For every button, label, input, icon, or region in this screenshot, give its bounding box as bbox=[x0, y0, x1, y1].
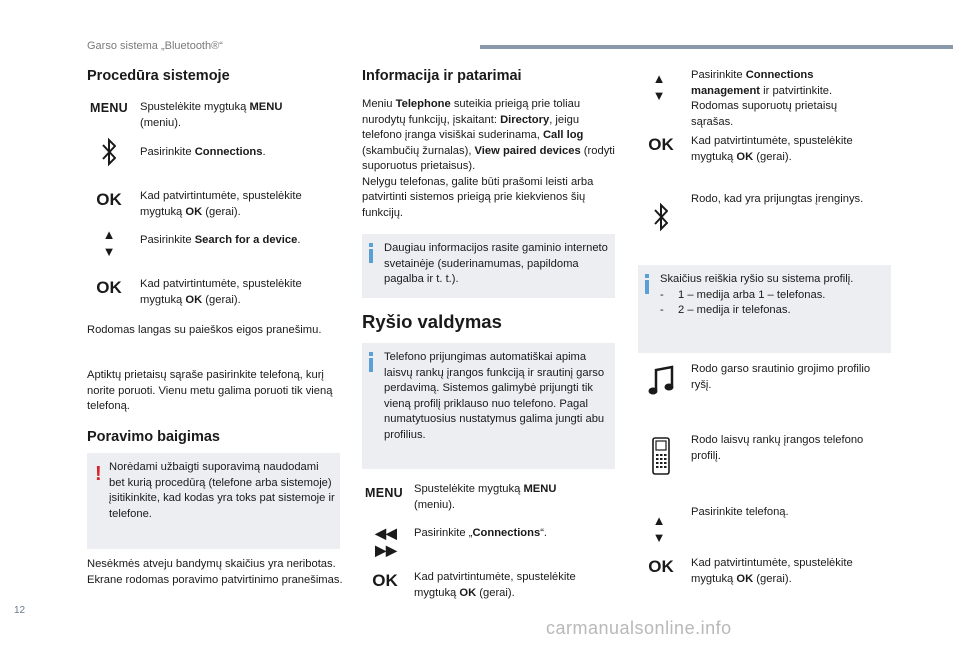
list-item: - 2 – medija ir telefonas. bbox=[660, 304, 791, 316]
warning-icon: ! bbox=[95, 463, 102, 485]
menu-button-icon: MENU bbox=[89, 101, 128, 115]
paragraph: Aptiktų prietaisų sąraše pasirinkite telefoną, kurį norite poruoti. Vienu metu galima poruoti tik vieną telefoną. bbox=[87, 369, 333, 412]
header-bar bbox=[480, 45, 953, 49]
info-text: Telefono prijungimas automatiškai apima laisvų rankų įrangos funkciją ir srautinį garso perdavimą. Sistemos galimybė prijungti tik vieną profilį priklauso nuo telefono. Pagal numatytuosius nustatymus galima jungti abu profilius. bbox=[384, 351, 605, 441]
step-text: Kad patvirtintumėte, spustelėkite mygtuką OK (gerai). bbox=[691, 135, 853, 163]
mobile-phone-icon bbox=[649, 437, 673, 480]
info-icon bbox=[369, 352, 373, 372]
step-text: Spustelėkite mygtuką MENU (meniu). bbox=[414, 483, 557, 511]
up-down-arrows-icon: ▲ ▼ bbox=[102, 227, 116, 259]
left-right-arrows-icon: ◀◀ ▶▶ bbox=[375, 525, 397, 558]
info-text bbox=[660, 272, 888, 319]
page-number: 12 bbox=[14, 605, 26, 616]
running-header: Garso sistema „Bluetooth®“ bbox=[87, 40, 223, 52]
info-box bbox=[362, 234, 615, 298]
step-text: Rodo garso srautinio grojimo profilio ryšį. bbox=[691, 363, 871, 391]
step-text: Pasirinkite telefoną. bbox=[691, 506, 789, 518]
intro-paragraph: Meniu Telephone suteikia prieigą prie toliau nurodytų funkcijų, įskaitant: Directory, jeigu telefono įranga visiškai suderinama, Call log (skambučių žurnalas), View paired devices (rodyti suporuotus prietaisus). Nelygu telefonas, galite būti prašomi leisti arba patvirtinti sistemos prieigą prie kiekvienos šių funkcijų. bbox=[362, 98, 615, 219]
watermark: carmanualsonline.info bbox=[546, 618, 732, 638]
warning-box bbox=[87, 453, 340, 549]
ok-button-icon: OK bbox=[96, 190, 122, 209]
section-title-procedure: Procedūra sistemoje bbox=[87, 68, 230, 84]
step-text: Pasirinkite Connections. bbox=[140, 146, 266, 158]
step-text: Kad patvirtintumėte, spustelėkite mygtuką OK (gerai). bbox=[140, 278, 302, 306]
info-box bbox=[362, 343, 615, 469]
step-text: Kad patvirtintumėte, spustelėkite mygtuką OK (gerai). bbox=[691, 557, 853, 585]
info-icon bbox=[369, 243, 373, 263]
step-text: Pasirinkite Search for a device. bbox=[140, 234, 301, 246]
warning-text: Norėdami užbaigti suporavimą naudodami bet kurią procedūrą (telefone arba sistemoje) įsitikinkite, kad kodas yra toks pat sistemoje ir telefone. bbox=[109, 461, 335, 520]
ok-button-icon: OK bbox=[648, 135, 674, 154]
menu-button-icon: MENU bbox=[364, 486, 403, 500]
up-down-arrows-icon: ▲ ▼ bbox=[652, 71, 666, 103]
ok-button-icon: OK bbox=[648, 557, 674, 576]
step-text: Spustelėkite mygtuką MENU (meniu). bbox=[140, 101, 283, 129]
step-text: Pasirinkite „Connections“. bbox=[414, 527, 548, 539]
info-icon bbox=[645, 274, 649, 294]
section-title-pairing-finish: Poravimo baigimas bbox=[87, 429, 220, 445]
step-text: Pasirinkite Connections management ir patvirtinkite. Rodomas suporuotų prietaisų sąrašas. bbox=[691, 69, 838, 128]
ok-button-icon: OK bbox=[372, 571, 398, 590]
info-box bbox=[638, 265, 891, 353]
music-note-icon bbox=[646, 365, 676, 402]
bluetooth-icon bbox=[98, 136, 120, 173]
step-text: Kad patvirtintumėte, spustelėkite mygtuką OK (gerai). bbox=[414, 571, 576, 599]
paragraph: Rodomas langas su paieškos eigos pranešimu. bbox=[87, 324, 322, 336]
info-text: Daugiau informacijos rasite gaminio interneto svetainėje (suderinamumas, papildoma pagalba ir t. t.). bbox=[384, 242, 608, 285]
section-title-connection-management: Ryšio valdymas bbox=[362, 311, 502, 332]
step-text: Rodo, kad yra prijungtas įrenginys. bbox=[691, 193, 864, 205]
ok-button-icon: OK bbox=[96, 278, 122, 297]
step-text: Rodo laisvų rankų įrangos telefono profilį. bbox=[691, 434, 864, 462]
list-item: - 1 – medija arba 1 – telefonas. bbox=[660, 288, 826, 301]
paragraph: Nesėkmės atveju bandymų skaičius yra neribotas. Ekrane rodomas poravimo patvirtinimo pranešimas. bbox=[87, 558, 343, 586]
bluetooth-icon bbox=[650, 201, 672, 238]
step-text: Kad patvirtintumėte, spustelėkite mygtuką OK (gerai). bbox=[140, 190, 302, 218]
info-title: Skaičius reiškia ryšio su sistema profilį. bbox=[660, 273, 854, 285]
up-down-arrows-icon: ▲ ▼ bbox=[652, 513, 666, 545]
section-title-info: Informacija ir patarimai bbox=[362, 68, 522, 84]
